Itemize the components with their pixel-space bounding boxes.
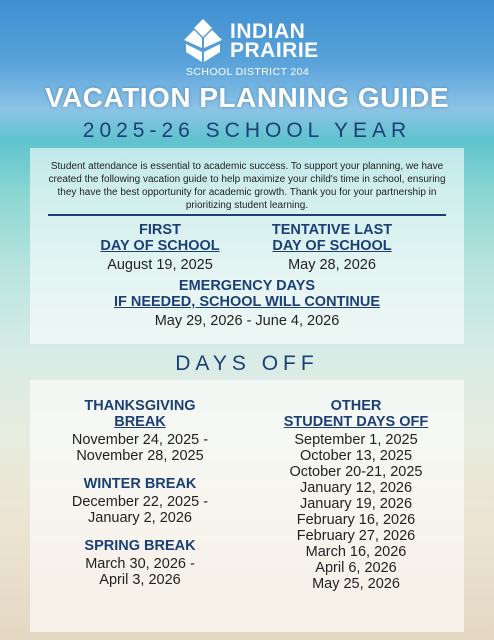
first-day-date: August 19, 2025 (107, 257, 213, 273)
winter-date-start: December 22, 2025 - (71, 494, 209, 510)
other-day-item: February 16, 2026 (296, 512, 416, 528)
emergency-days-section (70, 278, 424, 329)
school-year-subtitle: 2025-26 SCHOOL YEAR (82, 119, 412, 142)
first-day-section (80, 222, 240, 273)
other-day-item: October 20-21, 2025 (289, 464, 423, 480)
other-days-column (258, 398, 454, 592)
other-day-item: January 19, 2026 (299, 496, 413, 512)
other-day-item: October 13, 2025 (299, 448, 413, 464)
other-day-item: January 12, 2026 (299, 480, 413, 496)
emergency-heading-line1: EMERGENCY DAYS (178, 278, 316, 294)
breaks-column (40, 398, 240, 588)
thanksgiving-heading-line1: THANKSGIVING (84, 398, 196, 414)
spring-date-start: March 30, 2026 - (85, 556, 195, 572)
district-name (230, 22, 319, 60)
other-days-heading (258, 398, 454, 430)
days-off-panel (30, 380, 464, 632)
divider (48, 214, 446, 216)
emergency-date: May 29, 2026 - June 4, 2026 (154, 313, 340, 329)
first-day-heading-line2: DAY OF SCHOOL (100, 238, 220, 254)
other-days-list (258, 432, 454, 592)
spring-date-end: April 3, 2026 (99, 572, 181, 588)
winter-date-end: January 2, 2026 (88, 510, 192, 526)
thanksgiving-date-end: November 28, 2025 (76, 448, 204, 464)
winter-heading: WINTER BREAK (83, 476, 197, 492)
other-day-item: April 6, 2026 (315, 560, 397, 576)
other-day-item: September 1, 2025 (294, 432, 418, 448)
first-day-heading (80, 222, 240, 254)
last-day-heading (252, 222, 412, 254)
other-day-item: May 25, 2026 (312, 576, 400, 592)
district-logo (180, 16, 320, 80)
emergency-heading-line2: IF NEEDED, SCHOOL WILL CONTINUE (113, 294, 381, 310)
spring-heading: SPRING BREAK (84, 538, 196, 554)
emergency-heading (70, 278, 424, 310)
district-name-line1: INDIAN (230, 20, 306, 43)
prairie-grass-icon (180, 18, 226, 64)
other-day-item: February 27, 2026 (296, 528, 416, 544)
other-days-heading-line2: STUDENT DAYS OFF (283, 414, 429, 430)
other-day-item: March 16, 2026 (305, 544, 407, 560)
thanksgiving-heading-line2: BREAK (114, 414, 166, 430)
thanksgiving-date-start: November 24, 2025 - (71, 432, 209, 448)
key-dates-panel (30, 148, 464, 344)
district-subtitle: SCHOOL DISTRICT 204 (186, 66, 310, 78)
other-days-heading-line1: OTHER (330, 398, 382, 414)
thanksgiving-heading (40, 398, 240, 430)
last-day-heading-line2: DAY OF SCHOOL (272, 238, 392, 254)
page-title: VACATION PLANNING GUIDE (44, 82, 450, 113)
last-day-section (252, 222, 412, 273)
first-day-heading-line1: FIRST (139, 222, 181, 238)
last-day-heading-line1: TENTATIVE LAST (271, 222, 393, 238)
days-off-title: DAYS OFF (175, 352, 319, 375)
district-name-line2: PRAIRIE (230, 39, 319, 62)
last-day-date: May 28, 2026 (288, 257, 376, 273)
intro-text: Student attendance is essential to academic success. To support your planning, we have created the following vacation guide to help maximize your child's time in school, ensuring they have the best opportunity for academic growth. Thank you for your partnership in prioritizing student learning. (48, 161, 446, 211)
